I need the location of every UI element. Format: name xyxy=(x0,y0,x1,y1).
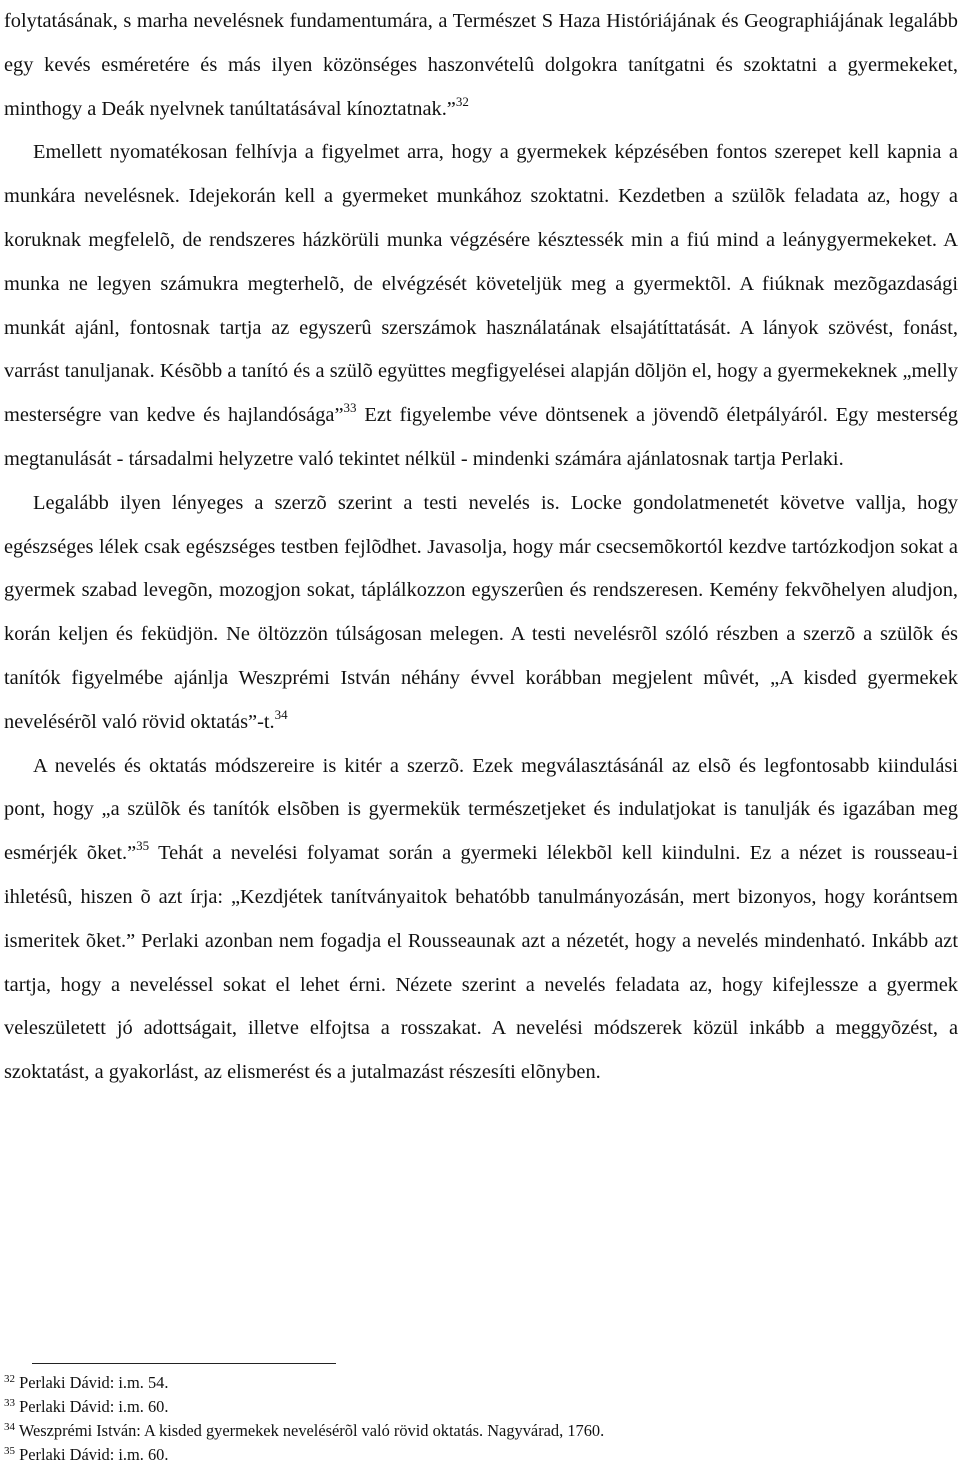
footnote-separator xyxy=(32,1363,336,1364)
footnote-text: Perlaki Dávid: i.m. 60. xyxy=(19,1397,169,1416)
footnote xyxy=(4,1443,954,1467)
footnote-reference: 34 xyxy=(274,706,288,722)
footnote-number: 33 xyxy=(4,1397,15,1409)
paragraph xyxy=(4,482,958,745)
paragraph-text: folytatásának, s marha nevelésnek fundamentumára, a Természet S Haza Históriájának és Geographiájának legalább egy kevés esméretére és más ilyen közönséges haszonvételû dolgokra tanítgatni és szoktatni a gyermekeket, minthogy a Deák nyelvnek tanúltatásával kínoztatnak.” xyxy=(4,10,958,120)
footnote-number: 32 xyxy=(4,1373,15,1385)
body-text xyxy=(4,0,958,1095)
paragraph xyxy=(4,131,958,481)
paragraph xyxy=(4,0,958,131)
footnote-reference: 33 xyxy=(343,400,357,416)
paragraph xyxy=(4,745,958,1095)
footnote-number: 35 xyxy=(4,1445,15,1457)
footnote xyxy=(4,1371,954,1395)
footnote-reference: 35 xyxy=(136,838,150,854)
paragraph-text: Legalább ilyen lényeges a szerzõ szerint a testi nevelés is. Locke gondolatmenetét követve vallja, hogy egészséges lélek csak egészséges testben fejlõdhet. Javasolja, hogy már csecsemõkortól kezdve tartózkodjon sokat a gyermek szabad levegõn, mozogjon sokat, táplálkozzon egyszerûen és rendszeresen. Kemény fekvõhelyen aludjon, korán keljen és feküdjön. Ne öltözzön túlságosan melegen. A testi nevelésrõl szóló részben a szerzõ a szülõk és tanítók figyelmébe ajánlja Weszprémi István néhány évvel korábban megjelent mûvét, „A kisded gyermekek nevelésérõl való rövid oktatás”-t. xyxy=(4,491,958,733)
footnote-number: 34 xyxy=(4,1421,15,1433)
footnote-text: Perlaki Dávid: i.m. 60. xyxy=(19,1445,169,1464)
footnote-text: Perlaki Dávid: i.m. 54. xyxy=(19,1373,169,1392)
footnote xyxy=(4,1419,954,1443)
footnote-text: Weszprémi István: A kisded gyermekek nevelésérõl való rövid oktatás. Nagyvárad, 1760. xyxy=(18,1421,605,1440)
footnotes xyxy=(4,1371,954,1467)
footnote-reference: 32 xyxy=(455,93,469,109)
paragraph-text: Ezt figyelembe véve döntsenek a jövendõ életpályáról. Egy mesterség megtanulását - társadalmi helyzetre való tekintet nélkül - mindenki számára ajánlatosnak tartja Perlaki. xyxy=(4,404,958,470)
footnote xyxy=(4,1395,954,1419)
paragraph-text: Emellett nyomatékosan felhívja a figyelmet arra, hogy a gyermekek képzésében fontos szerepet kell kapnia a munkára nevelésnek. Idejekorán kell a gyermeket munkához szoktatni. Kezdetben a szülõk feladata az, hogy a koruknak megfelelõ, de rendszeres házkörüli munka végzésére késztessék min a fiú mind a leánygyermekeket. A munka ne legyen számukra megterhelõ, de elvégzését követeljük meg a gyermektõl. A fiúknak mezõgazdasági munkát ajánl, fontosnak tartja az egyszerû szerszámok használatának elsajátíttatását. A lányok szövést, fonást, varrást tanuljanak. Késõbb a tanító és a szülõ együttes megfigyelései alapján dõljön el, hogy a gyermekeknek „melly mesterségre van kedve és hajlandósága” xyxy=(4,141,958,427)
paragraph-text: Tehát a nevelési folyamat során a gyermeki lélekbõl kell kiindulni. Ez a nézet is rousseau-i ihletésû, hiszen õ azt írja: „Kezdjétek tanítványaitok behatóbb tanulmányozásán, mert bizonyos, hogy korántsem ismeritek õket.” Perlaki azonban nem fogadja el Rousseaunak azt a nézetét, hogy a nevelés mindenható. Inkább azt tartja, hogy a neveléssel sokat el lehet érni. Nézete szerint a nevelés feladata az, hogy kifejlessze a gyermek veleszületett jó adottságait, illetve elfojtsa a rosszakat. A nevelési módszerek közül inkább a meggyõzést, a szoktatást, a gyakorlást, az elismerést és a jutalmazást részesíti elõnyben. xyxy=(4,842,958,1084)
paragraph-text: A nevelés és oktatás módszereire is kitér a szerzõ. Ezek megválasztásánál az elsõ és legfontosabb kiindulási pont, hogy „a szülõk és tanítók elsõben is gyermekük természetjeket és indulatjokat is tanulják és igazában meg esmérjék õket.” xyxy=(4,754,958,865)
